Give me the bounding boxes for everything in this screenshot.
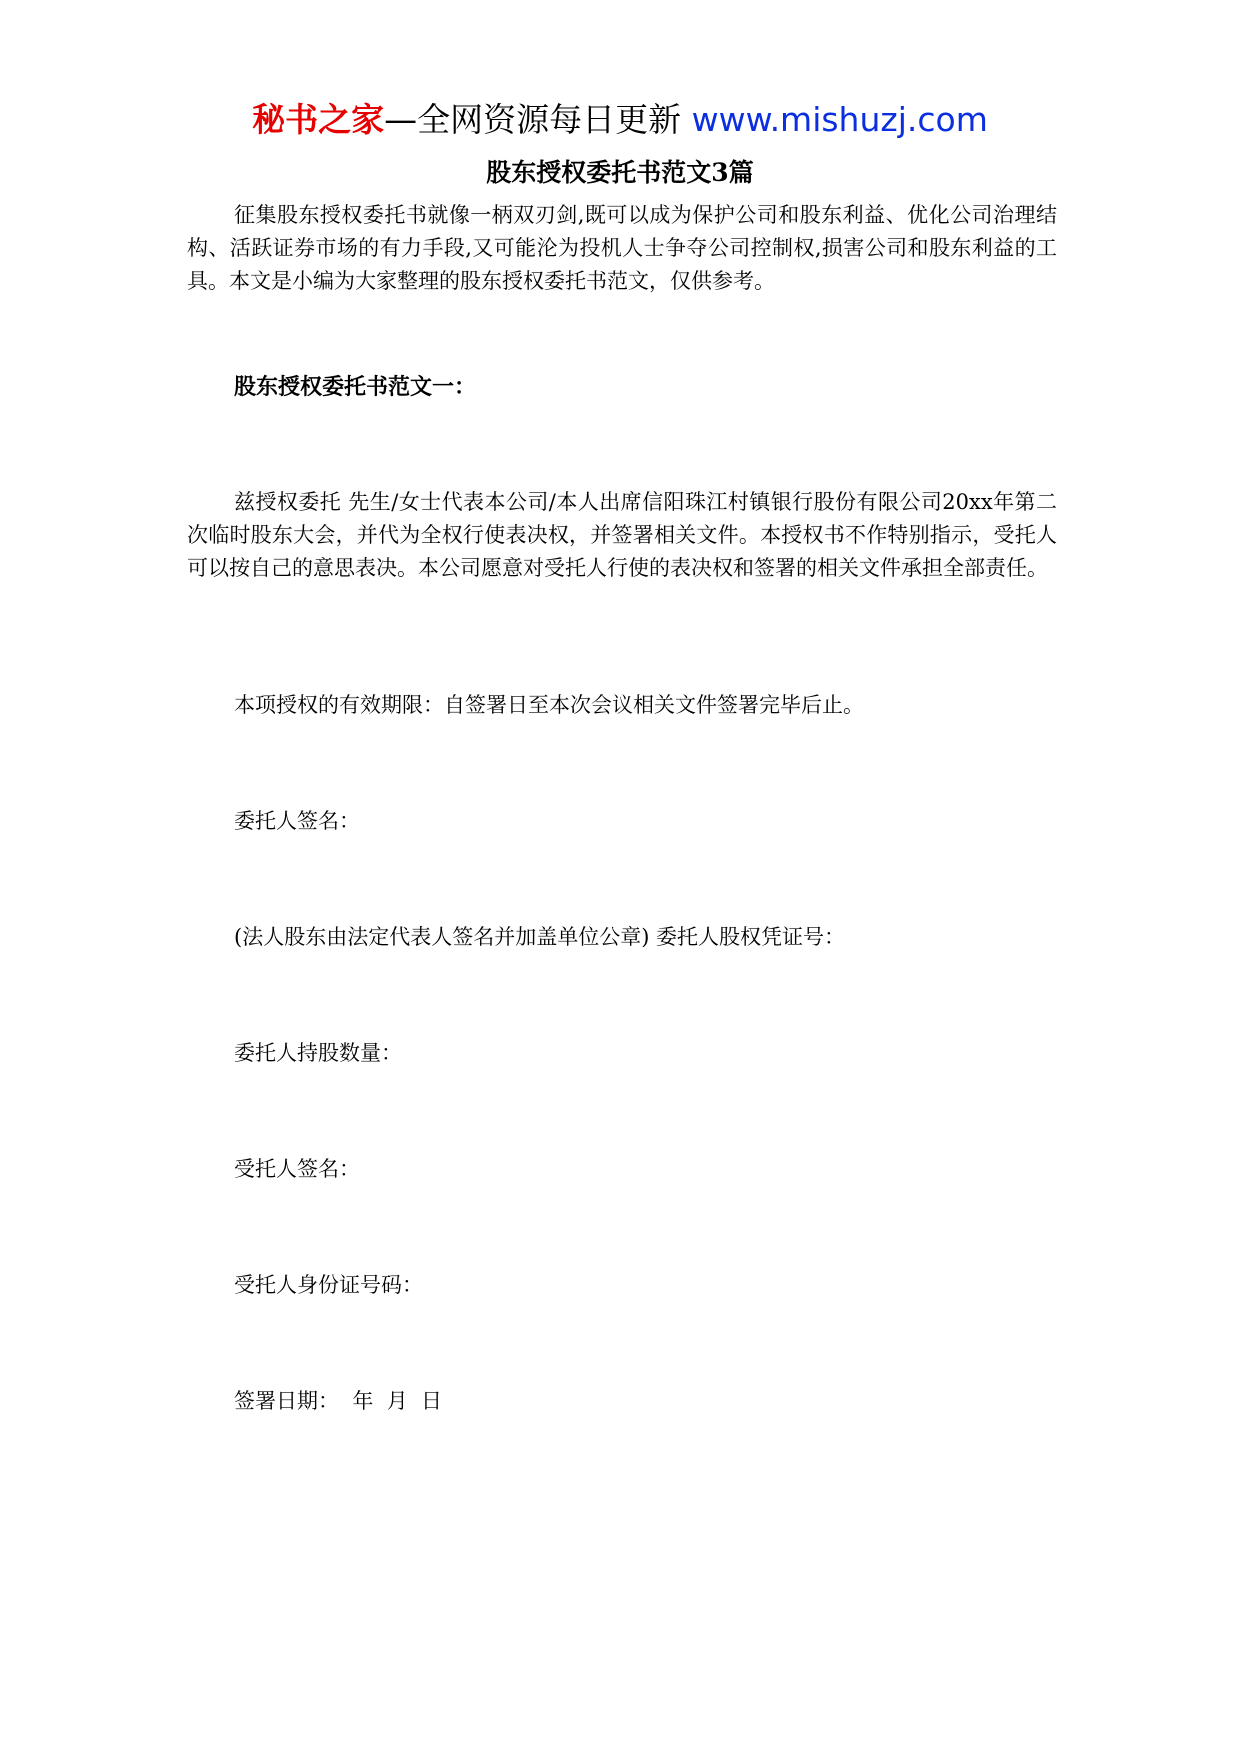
agent-signature-line: 受托人签名： [234, 1157, 360, 1181]
site-brand: 秘书之家 [252, 100, 385, 139]
section-heading-1: 股东授权委托书范文一： [234, 374, 477, 400]
site-banner [0, 98, 1240, 142]
document-title: 股东授权委托书范文3篇 [486, 158, 754, 187]
intro-paragraph: 征集股东授权委托书就像一柄双刃剑,既可以成为保护公司和股东利益、优化公司治理结构、活跃证券市场的有力手段,又可能沦为投机人士争夺公司控制权,损害公司和股东利益的工具。本文是小编为大家整理的股东授权委托书范文，仅供参考。 [187, 203, 1057, 293]
site-url[interactable]: www.mishuzj.com [691, 100, 988, 139]
sign-date-line: 签署日期： 年 月 日 [234, 1389, 443, 1413]
site-tagline: —全网资源每日更新 [384, 100, 682, 139]
principal-signature-line: 委托人签名： [234, 809, 360, 833]
agent-id-line: 受托人身份证号码： [234, 1273, 423, 1297]
shares-held-line: 委托人持股数量： [234, 1041, 402, 1065]
validity-line: 本项授权的有效期限：自签署日至本次会议相关文件签署完毕后止。 [234, 693, 864, 717]
section1-body-paragraph: 兹授权委托 先生/女士代表本公司/本人出席信阳珠江村镇银行股份有限公司20xx年第二次临时股东大会，并代为全权行使表决权，并签署相关文件。本授权书不作特别指示，受托人可以按自己的意思表决。本公司愿意对受托人行使的表决权和签署的相关文件承担全部责任。 [187, 490, 1057, 580]
legal-entity-note-line: (法人股东由法定代表人签名并加盖单位公章) 委托人股权凭证号： [234, 925, 846, 949]
